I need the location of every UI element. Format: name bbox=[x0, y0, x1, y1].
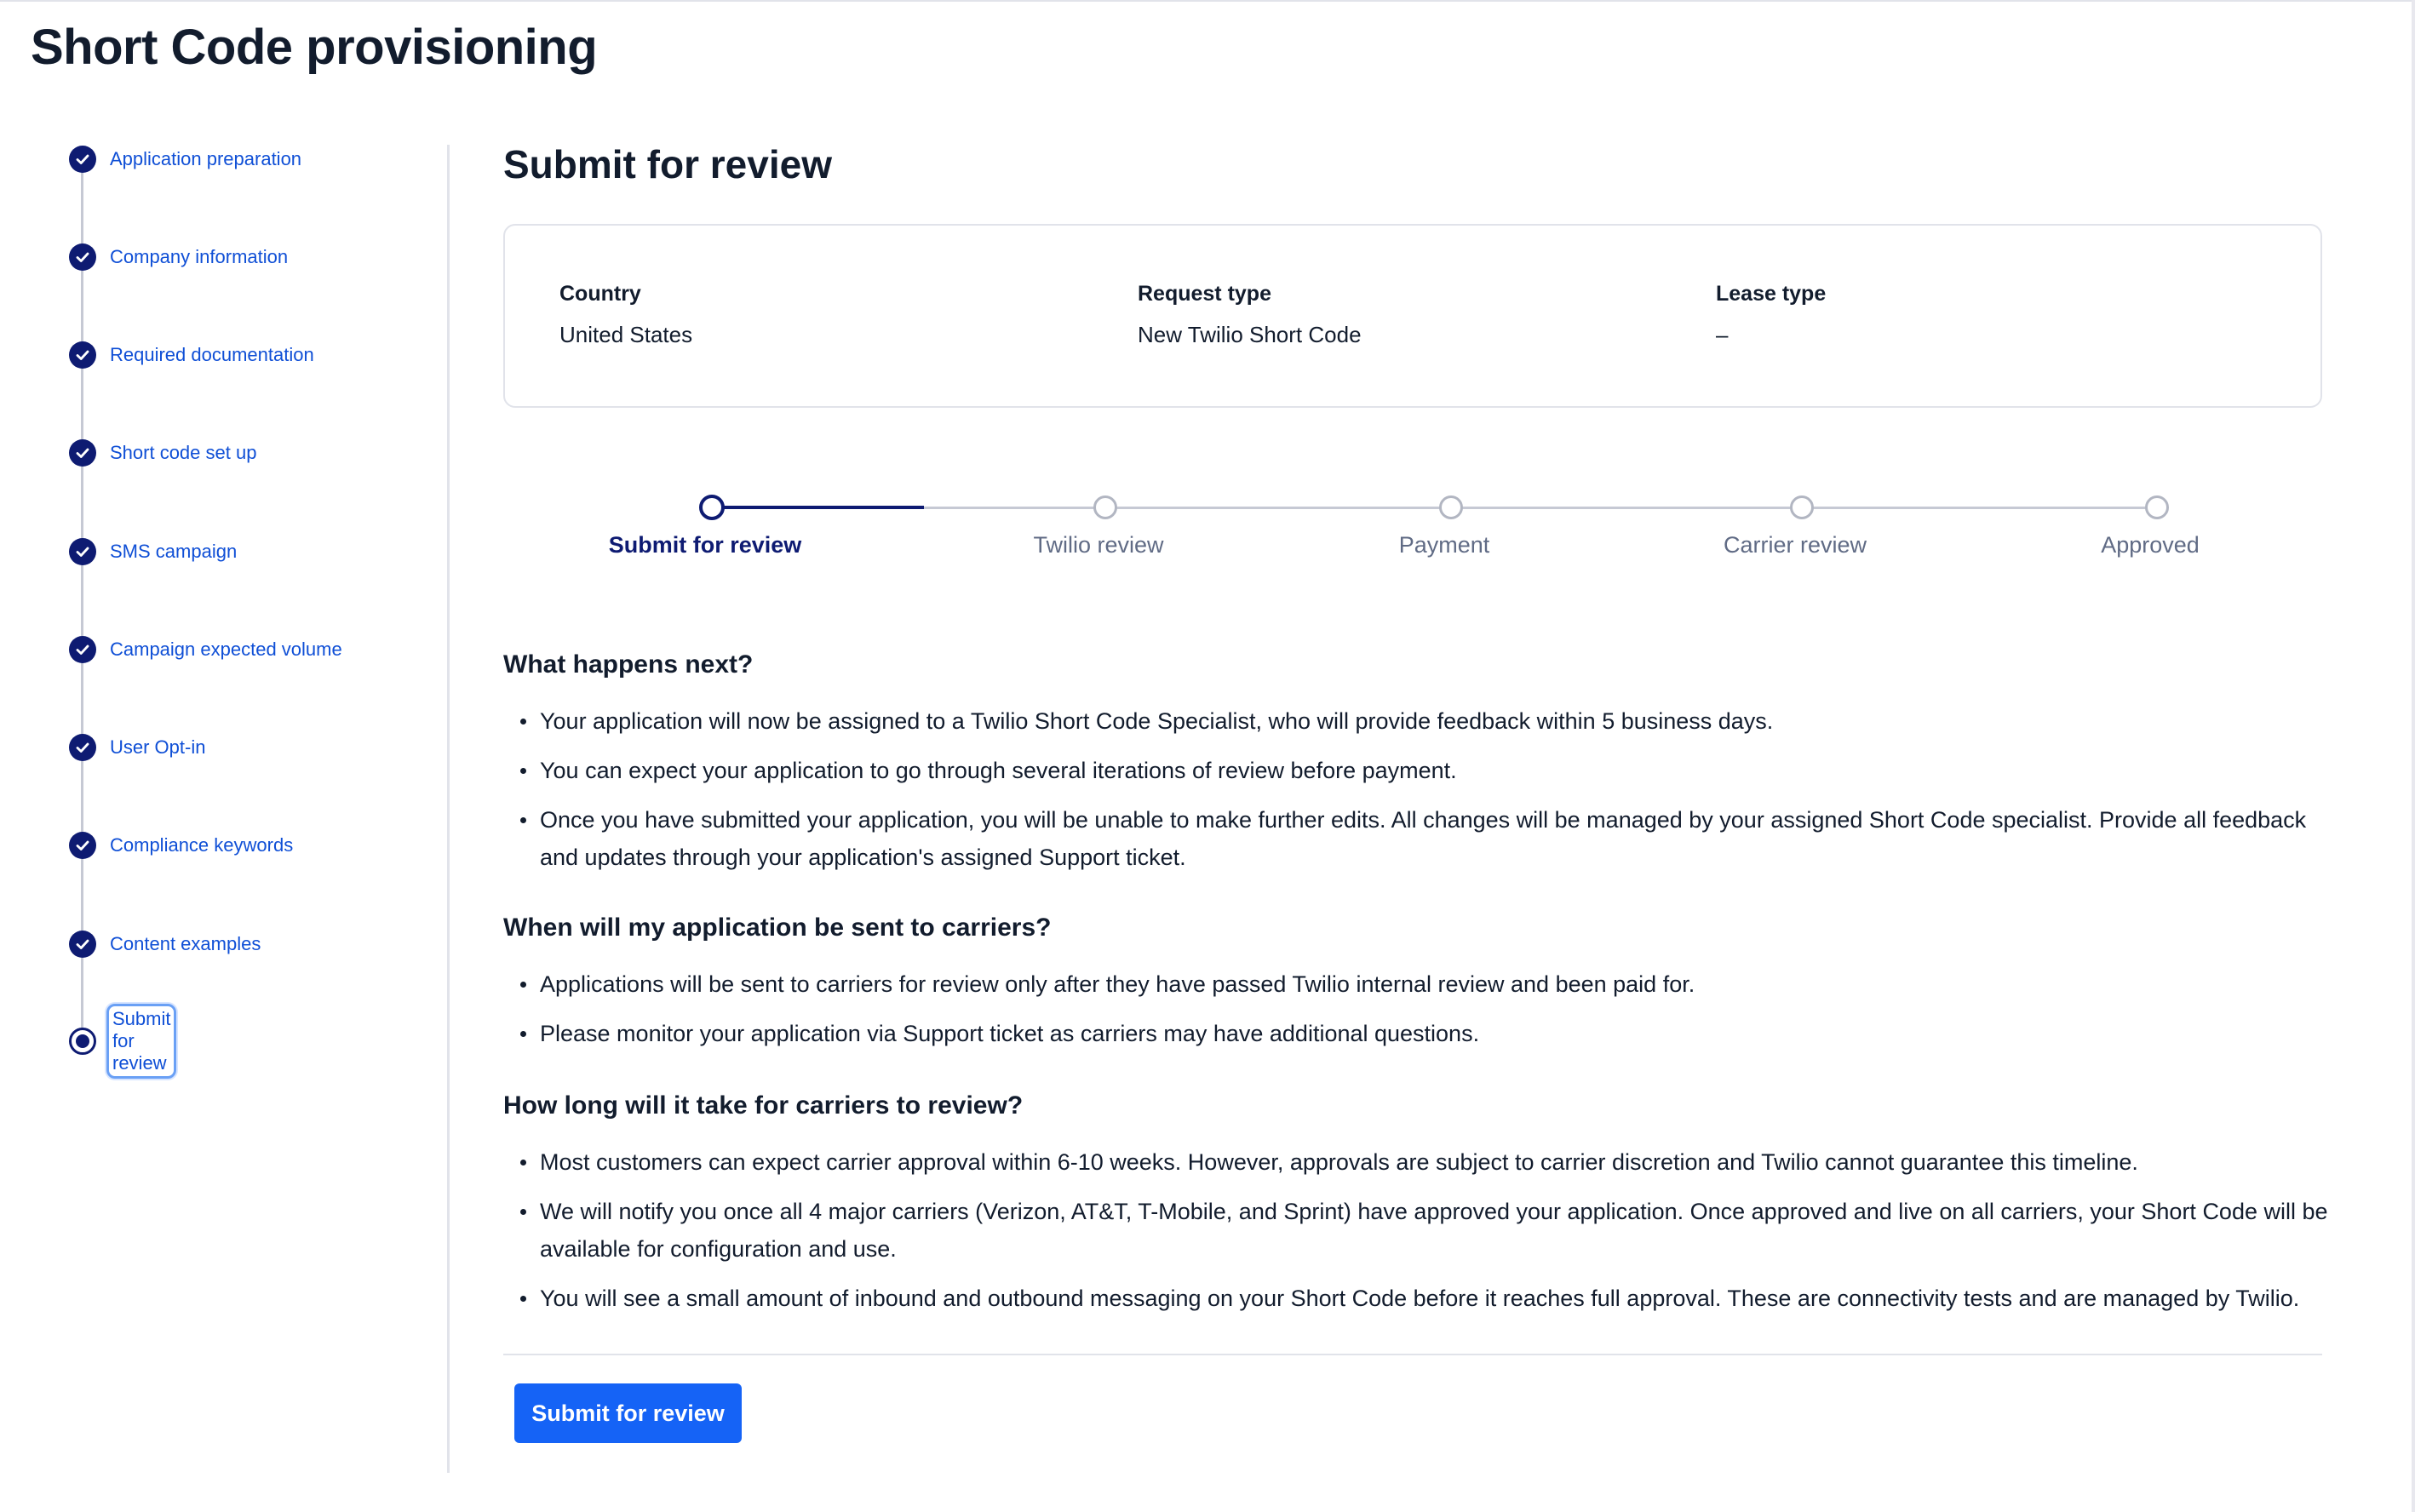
sidebar-item-campaign-expected-volume[interactable] bbox=[69, 633, 342, 667]
list-item: Once you have submitted your application, you will be unable to make further edits. All changes will be managed by your assigned Short Code specialist. Provide all feedback and updates through your application's assigned Support ticket. bbox=[503, 801, 2334, 876]
step-upcoming-indicator bbox=[2145, 495, 2169, 519]
scrollbar-track[interactable] bbox=[2412, 0, 2415, 1512]
check-circle-icon bbox=[69, 146, 96, 173]
sidebar-item-company-information[interactable] bbox=[69, 240, 288, 274]
check-circle-icon bbox=[69, 439, 96, 467]
step-label-twilio-review: Twilio review bbox=[1033, 532, 1164, 558]
sidebar-item-label: Company information bbox=[110, 246, 289, 267]
sidebar-item-label: Content examples bbox=[110, 933, 261, 954]
check-circle-icon bbox=[69, 636, 96, 663]
list-item: Please monitor your application via Support ticket as carriers may have additional questions. bbox=[503, 1015, 2334, 1052]
sidebar-progress-line bbox=[81, 160, 83, 1042]
step-upcoming-indicator bbox=[1790, 495, 1814, 519]
step-label-approved: Approved bbox=[2101, 532, 2200, 558]
lease-type-label: Lease type bbox=[1716, 282, 1827, 306]
sidebar-item-label: Application preparation bbox=[110, 148, 302, 169]
country-label: Country bbox=[559, 282, 641, 306]
sidebar-item-label: Required documentation bbox=[110, 344, 314, 365]
list-item: You can expect your application to go through several iterations of review before payment. bbox=[503, 752, 2334, 789]
sidebar-item-label: Submit for review bbox=[106, 1004, 176, 1079]
sent-to-carriers-list bbox=[503, 965, 2334, 1064]
check-circle-icon bbox=[69, 832, 96, 859]
lease-type-value: – bbox=[1716, 322, 1729, 347]
section-heading-what-happens-next: What happens next? bbox=[503, 650, 754, 679]
step-label-carrier-review: Carrier review bbox=[1723, 532, 1867, 558]
sidebar-item-label: SMS campaign bbox=[110, 541, 238, 562]
sidebar-item-sms-campaign[interactable] bbox=[69, 535, 237, 569]
section-heading-carrier-review-time: How long will it take for carriers to review? bbox=[503, 1091, 1024, 1120]
page-title: Short Code provisioning bbox=[31, 20, 598, 75]
section-heading-sent-to-carriers: When will my application be sent to carriers? bbox=[503, 914, 1052, 942]
step-upcoming-indicator bbox=[1439, 495, 1463, 519]
what-happens-next-list bbox=[503, 702, 2334, 888]
sidebar-item-label: User Opt-in bbox=[110, 736, 206, 758]
sidebar-divider bbox=[447, 145, 450, 1473]
sidebar-item-required-documentation[interactable] bbox=[69, 338, 314, 372]
sidebar-item-compliance-keywords[interactable] bbox=[69, 828, 293, 862]
check-circle-icon bbox=[69, 341, 96, 369]
list-item: Applications will be sent to carriers for review only after they have passed Twilio internal review and been paid for. bbox=[503, 965, 2334, 1003]
carrier-review-time-list bbox=[503, 1143, 2334, 1329]
sidebar-item-label: Campaign expected volume bbox=[110, 639, 342, 660]
top-border bbox=[0, 0, 2415, 2]
footer-divider bbox=[503, 1354, 2322, 1355]
check-circle-icon bbox=[69, 931, 96, 958]
check-circle-icon bbox=[69, 243, 96, 271]
list-item: You will see a small amount of inbound and outbound messaging on your Short Code before it reaches full approval. These are connectivity tests and are managed by Twilio. bbox=[503, 1280, 2334, 1317]
application-summary-card bbox=[503, 224, 2322, 408]
country-value: United States bbox=[559, 322, 693, 347]
lease-type-field bbox=[1716, 282, 1826, 348]
section-title: Submit for review bbox=[503, 142, 832, 186]
sidebar-item-label: Short code set up bbox=[110, 442, 257, 463]
submit-for-review-button[interactable]: Submit for review bbox=[514, 1383, 742, 1443]
sidebar-item-label: Compliance keywords bbox=[110, 834, 294, 856]
check-circle-icon bbox=[69, 538, 96, 565]
check-circle-icon bbox=[69, 734, 96, 761]
stepper-track bbox=[712, 507, 2158, 509]
country-field bbox=[559, 282, 692, 348]
list-item: Your application will now be assigned to a Twilio Short Code Specialist, who will provide feedback within 5 business days. bbox=[503, 702, 2334, 740]
list-item: Most customers can expect carrier approval within 6-10 weeks. However, approvals are subject to carrier discretion and Twilio cannot guarantee this timeline. bbox=[503, 1143, 2334, 1181]
list-item: We will notify you once all 4 major carriers (Verizon, AT&T, T-Mobile, and Sprint) have approved your application. Once approved and live on all carriers, your Short Code will be available for configuration and use. bbox=[503, 1193, 2334, 1268]
sidebar-item-user-opt-in[interactable] bbox=[69, 730, 205, 765]
sidebar-item-submit-for-review[interactable] bbox=[69, 1008, 176, 1074]
stepper-track-progress bbox=[712, 506, 924, 509]
sidebar-item-short-code-set-up[interactable] bbox=[69, 436, 256, 470]
step-label-payment: Payment bbox=[1398, 532, 1490, 558]
step-label-submit-for-review: Submit for review bbox=[608, 532, 802, 558]
sidebar-item-application-preparation[interactable] bbox=[69, 142, 301, 176]
request-type-value: New Twilio Short Code bbox=[1138, 322, 1362, 347]
step-current-indicator bbox=[699, 495, 725, 520]
radio-selected-icon bbox=[69, 1028, 96, 1055]
request-type-field bbox=[1138, 282, 1362, 348]
step-upcoming-indicator bbox=[1093, 495, 1117, 519]
sidebar-item-content-examples[interactable] bbox=[69, 927, 261, 961]
request-type-label: Request type bbox=[1138, 282, 1271, 306]
